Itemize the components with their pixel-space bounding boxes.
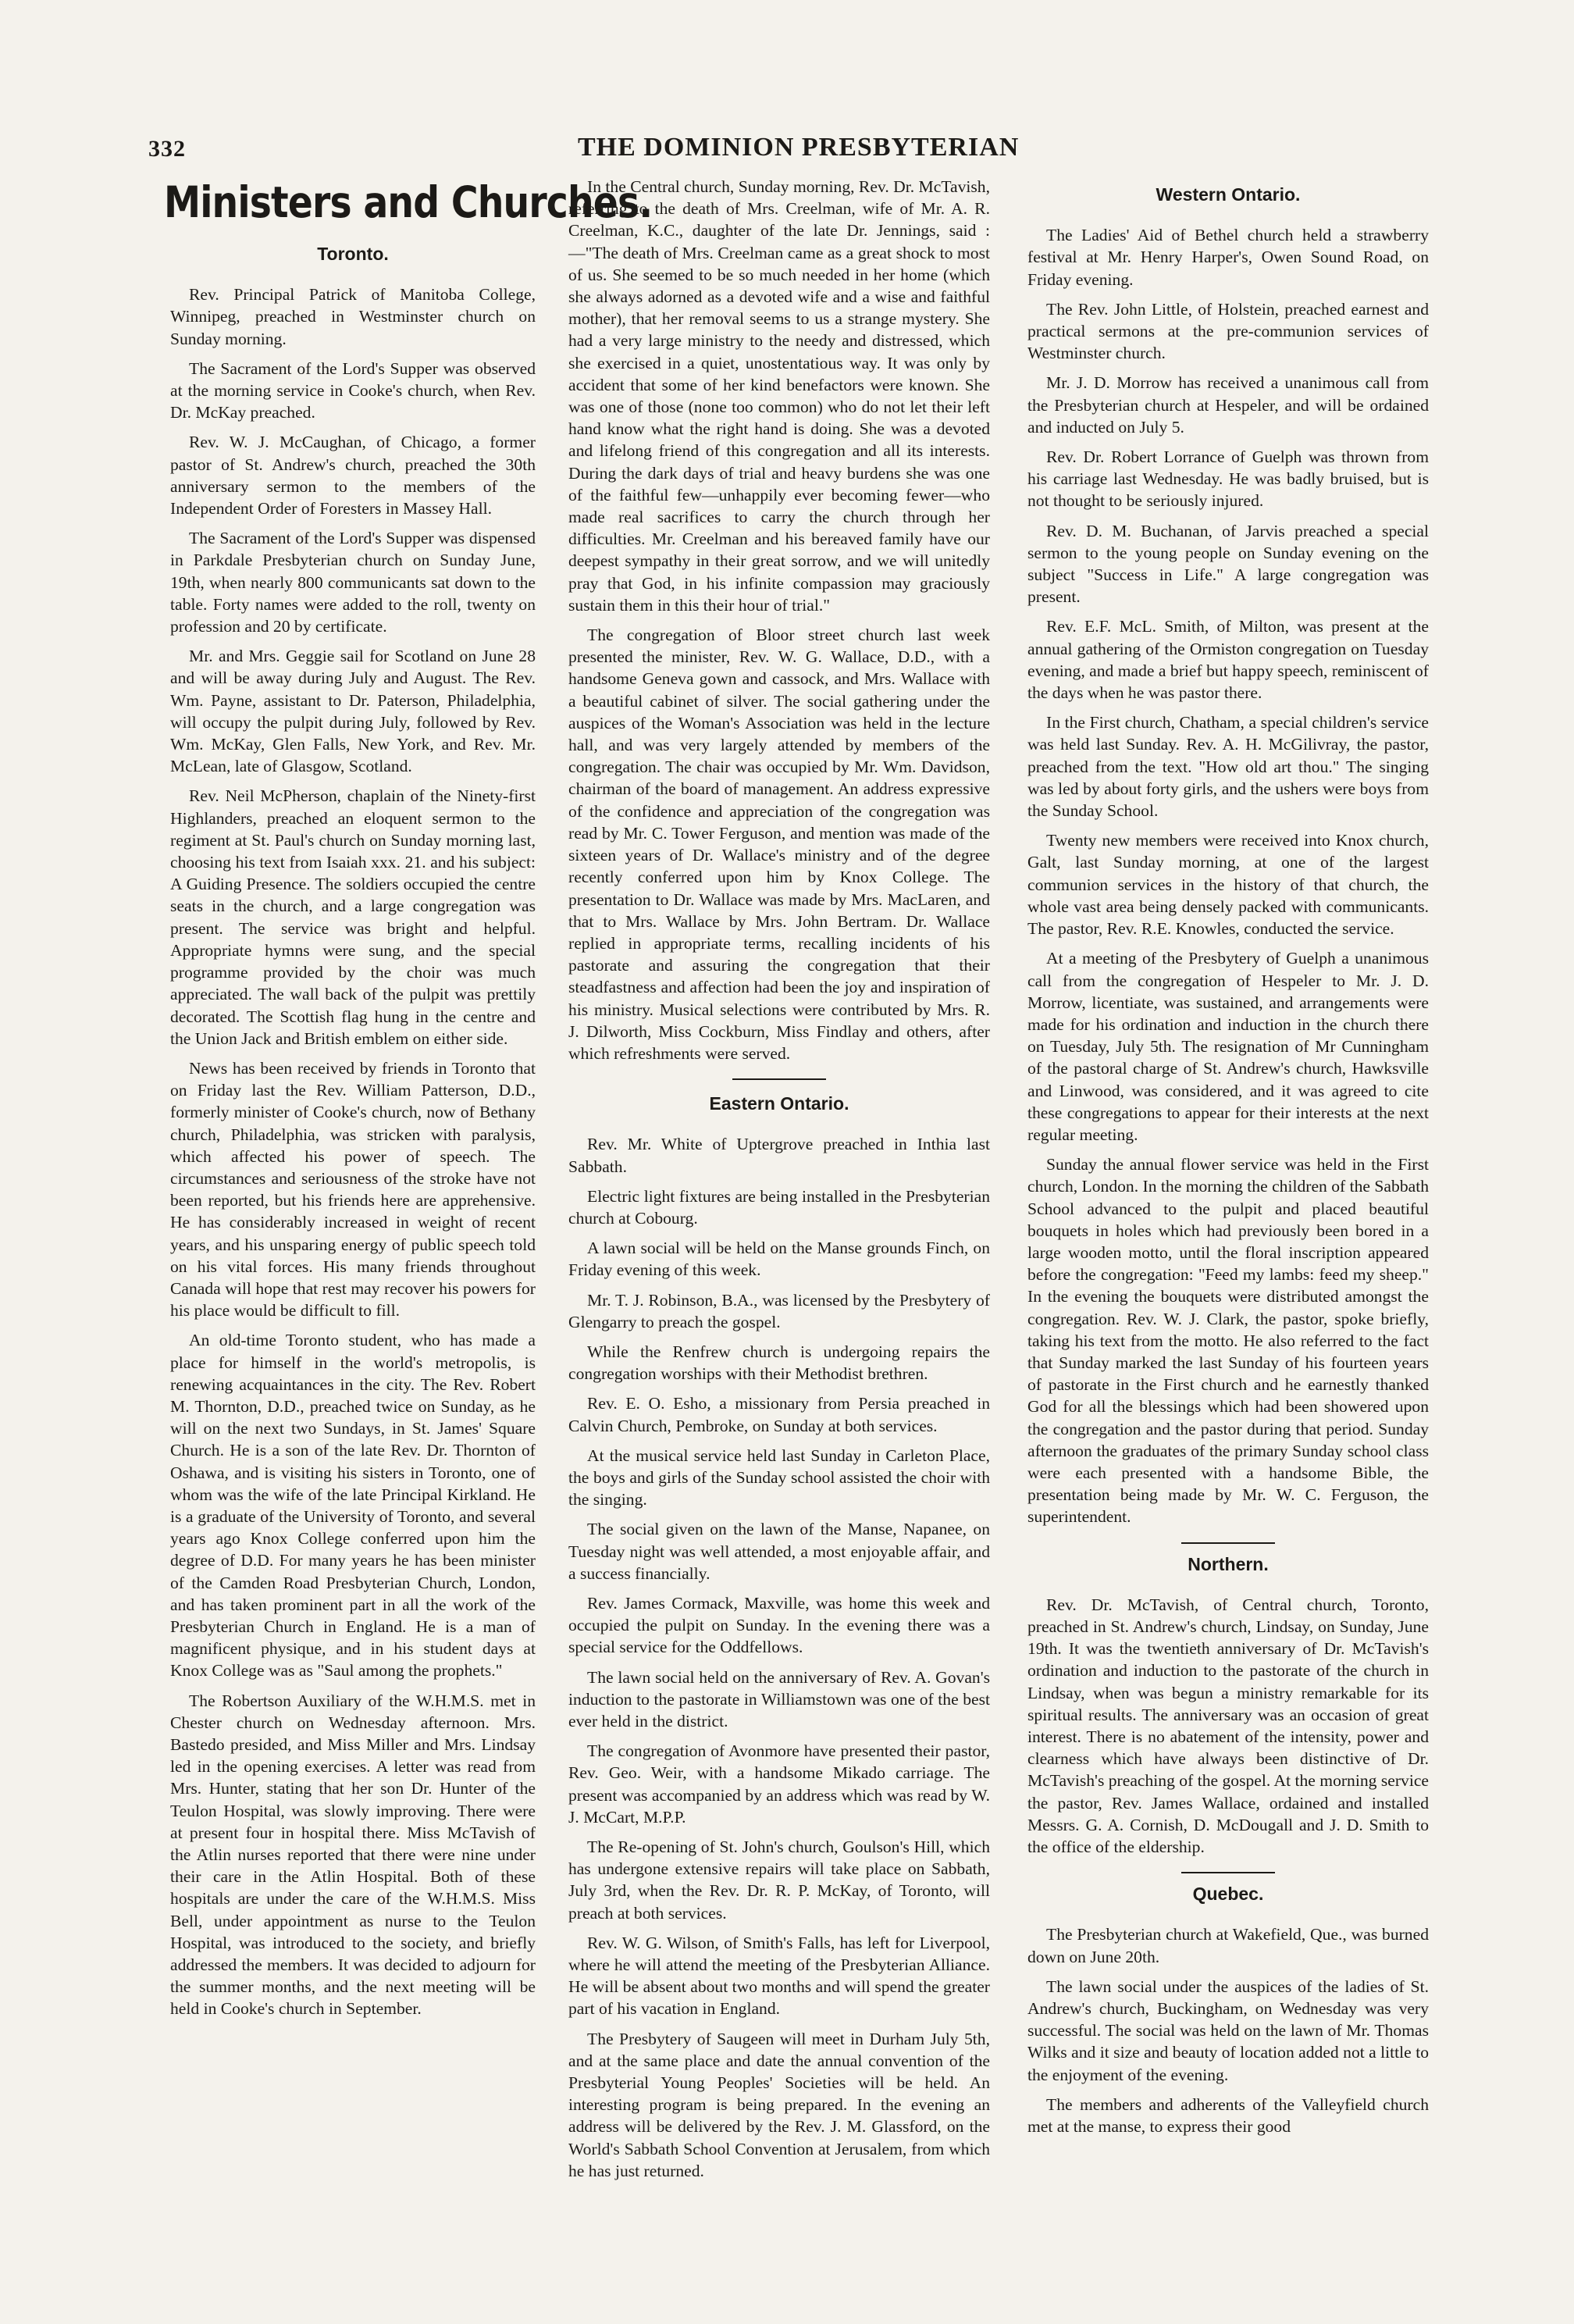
article-paragraph: Rev. James Cormack, Maxville, was home this week and occupied the pulpit on Sunday. In the evening there was a special service for the Oddfellows. [568, 1593, 990, 1657]
section-divider [1181, 1542, 1275, 1544]
article-paragraph: In the Central church, Sunday morning, Rev. Dr. McTavish, referring to the death of Mrs. Creelman, wife of Mr. A. R. Creelman, K.C., daughter of the late Dr. Jennings, said :—"The death of Mrs. Creelman came as a great shock to most of us. She seemed to be so much needed in her home (which she always adorned as a devoted wife and a wise and faithful mother), that her removal seems to us a strange mystery. She had a very large ministry to the needy and distressed, which she exercised in a quiet, unostentatious way. It was only by accident that some of her kind benefactors were known. She was one of those (none too common) who do not let their left hand know what the right hand is doing. She was a devoted and lifelong friend of this congregation and all its interests. During the dark days of trial and heavy burdens she was one of the faithful few—unhappily ever becoming fewer—who made real sacrifices to carry the church through her difficulties. Mr. Creelman and his bereaved family have our deepest sympathy in their great sorrow, and we will unitedly pray that God, in his infinite compassion may graciously sustain them in this their hour of trial." [568, 177, 990, 615]
article-paragraph: Twenty new members were received into Knox church, Galt, last Sunday morning, at one of the largest communion services in the history of that church, the whole vast area being densely packed with communicants. The pastor, Rev. R.E. Knowles, conducted the service. [1027, 831, 1429, 939]
article-paragraph: Rev. W. J. McCaughan, of Chicago, a former pastor of St. Andrew's church, preached the 30th anniversary sermon to the members of the Independent Order of Foresters in Massey Hall. [170, 433, 536, 519]
article-paragraph: The congregation of Bloor street church last week presented the minister, Rev. W. G. Wallace, D.D., with a handsome Geneva gown and cassock, and Mrs. Wallace with a beautiful cabinet of silver. The social gathering under the auspices of the Woman's Association was held in the lecture hall, and was very largely attended by members of the congregation. The chair was occupied by Mr. Wm. Davidson, chairman of the board of management. An address expressive of the confidence and appreciation of the congregation was read by Mr. C. Tower Ferguson, and mention was made of the sixteen years of Dr. Wallace's ministry and of the degree recently conferred upon him by Knox College. The presentation to Dr. Wallace was made by Mrs. MacLaren, and that to Mrs. Wallace by Mrs. John Bertram. Dr. Wallace replied in appropriate terms, recalling incidents of his pastorate and assuring the congregation that their steadfastness and affection had been the joy and inspiration of his ministry. Musical selections were contributed by Mrs. R. J. Dilworth, Miss Cockburn, Miss Findlay and others, after which refreshments were served. [568, 626, 990, 1063]
article-paragraph: At a meeting of the Presbytery of Guelph a unanimous call from the congregation of Hespeler to Mr. J. D. Morrow, licentiate, was sustained, and arrangements were made for his ordination and induction in the church there on Tuesday, July 5th. The resignation of Mr Cunningham of the pastoral charge of St. Andrew's church, Hawksville and Linwood, was considered, and it was agreed to cite these congregations to appear for their interests at the next regular meeting. [1027, 949, 1429, 1144]
page-number: 332 [148, 136, 186, 162]
article-paragraph: Mr. and Mrs. Geggie sail for Scotland on June 28 and will be away during July and August. The Rev. Wm. Payne, assistant to Dr. Paterson, Philadelphia, will occupy the pulpit during July, followed by Rev. Wm. McKay, Glen Falls, New York, and Rev. Mr. McLean, late of Glasgow, Scotland. [170, 647, 536, 776]
article-paragraph: Rev. Neil McPherson, chaplain of the Ninety-first Highlanders, preached an eloquent sermon to the regiment at St. Paul's church on Sunday morning last, choosing his text from Isaiah xxx. 21. and his subject: A Guiding Presence. The soldiers occupied the centre seats in the church, and a large congregation was present. The service was bright and helpful. Appropriate hymns were sung, and the special programme provided by the choir was much appreciated. The wall back of the pulpit was prettily decorated. The Scottish flag hung in the centre and the Union Jack and British emblem on either side. [170, 786, 536, 1048]
article-paragraph: Rev. D. M. Buchanan, of Jarvis preached a special sermon to the young people on Sunday evening on the subject "Success in Life." A large congregation was present. [1027, 521, 1429, 607]
running-title: THE DOMINION PRESBYTERIAN [578, 133, 1020, 162]
section-heading-toronto: Toronto. [317, 244, 389, 264]
article-paragraph: Rev. E.F. McL. Smith, of Milton, was present at the annual gathering of the Ormiston congregation on Tuesday evening, and made a brief but happy speech, reminiscent of the days when he was pastor there. [1027, 617, 1429, 703]
article-paragraph: At the musical service held last Sunday in Carleton Place, the boys and girls of the Sunday school assisted the choir with the singing. [568, 1445, 990, 1510]
section-heading-eastern-ontario: Eastern Ontario. [709, 1093, 849, 1114]
article-paragraph: Rev. W. G. Wilson, of Smith's Falls, has left for Liverpool, where he will attend the meeting of the Presbyterian Alliance. He will be absent about two months and will spend the greater part of his vacation in England. [568, 1933, 990, 2019]
article-paragraph: The Sacrament of the Lord's Supper was dispensed in Parkdale Presbyterian church on Sunday June, 19th, when nearly 800 communicants sat down to the table. Forty names were added to the roll, twenty on profession and 20 by certificate. [170, 529, 536, 636]
article-paragraph: A lawn social will be held on the Manse grounds Finch, on Friday evening of this week. [568, 1239, 990, 1280]
article-paragraph: The Sacrament of the Lord's Supper was observed at the morning service in Cooke's church, when Rev. Dr. McKay preached. [170, 358, 536, 422]
article-paragraph: While the Renfrew church is undergoing repairs the congregation worships with their Methodist brethren. [568, 1342, 990, 1384]
article-paragraph: The Re-opening of St. John's church, Goulson's Hill, which has undergone extensive repairs will take place on Sabbath, July 3rd, when the Rev. Dr. R. P. McKay, of Toronto, will preach at both services. [568, 1837, 990, 1923]
section-divider [732, 1078, 826, 1080]
article-paragraph: The Robertson Auxiliary of the W.H.M.S. met in Chester church on Wednesday afternoon. Mrs. Bastedo presided, and Miss Miller and Mrs. Lindsay led in the opening exercises. A letter was read from Mrs. Hunter, stating that her son Dr. Hunter of the Teulon Hospital, was slowly improving. There were at present four in hospital there. Miss McTavish of the Atlin nurses reported that there were nine under their care in the Atlin Hospital. Both of these hospitals are under the care of the W.H.M.S. Miss Bell, under appointment as nurse to the Teulon Hospital, was introduced to the society, and briefly addressed the members. It was decided to adjourn for the summer months, and the next meeting will be held in Cooke's church in September. [170, 1691, 536, 2019]
column-2 [568, 176, 990, 2190]
article-paragraph: An old-time Toronto student, who has made a place for himself in the world's metropolis, is renewing acquaintances in the city. The Rev. Robert M. Thornton, D.D., preached twice on Sunday, as he will on the next two Sundays, in St. James' Square Church. He is a son of the late Rev. Dr. Thornton of Oshawa, and is visiting his sisters in Toronto, one of whom was the wife of the late Principal Kirkland. He is a graduate of the University of Toronto, and several years ago Knox College conferred upon him the degree of D.D. For many years he has been minister of the Camden Road Presbyterian Church, London, and has taken prominent part in all the work of the Presbyterian Church in England. He is a man of magnificent physique, and in his student days at Knox College was as "Saul among the prophets." [170, 1331, 536, 1681]
article-paragraph: Rev. Principal Patrick of Manitoba College, Winnipeg, preached in Westminster church on Sunday morning. [170, 285, 536, 348]
article-paragraph: In the First church, Chatham, a special children's service was held last Sunday. Rev. A. H. McGilivray, the pastor, preached from the text. "How old art thou." The singing was led by about forty girls, and the ushers were boys from the Sunday School. [1027, 713, 1429, 821]
section-heading-quebec: Quebec. [1192, 1884, 1264, 1905]
article-paragraph: Rev. E. O. Esho, a missionary from Persia preached in Calvin Church, Pembroke, on Sunday at both services. [568, 1394, 990, 1435]
column-1 [164, 176, 653, 2028]
article-paragraph: The members and adherents of the Valleyfield church met at the manse, to express their good [1027, 2094, 1429, 2137]
article-paragraph: The Presbyterian church at Wakefield, Que., was burned down on June 20th. [1027, 1925, 1429, 1966]
article-paragraph: The Ladies' Aid of Bethel church held a strawberry festival at Mr. Henry Harper's, Owen Sound Road, on Friday evening. [1027, 226, 1429, 289]
article-paragraph: News has been received by friends in Toronto that on Friday last the Rev. William Patterson, D.D., formerly minister of Cooke's church, now of Bethany church, Philadelphia, was stricken with paralysis, which affected his power of speech. The circumstances and seriousness of the stroke have not been reported, but his friends here are apprehensive. He has considerably increased in weight of recent years, and his unsparing energy of public speech told on his vital forces. His many friends throughout Canada will hope that rest may recover his powers for his place would be difficult to fill. [170, 1058, 536, 1321]
article-paragraph: Rev. Mr. White of Uptergrove preached in Inthia last Sabbath. [568, 1135, 990, 1176]
article-paragraph: Rev. Dr. McTavish, of Central church, Toronto, preached in St. Andrew's church, Lindsay, on Sunday, June 19th. It was the twentieth anniversary of Dr. McTavish's ordination and induction to the pastorate of the church in Lindsay, when was begun a ministry remarkable for its spiritual results. The anniversary was an occasion of great interest. There is no abatement of the intensity, power and clearness which have always been distinctive of Dr. McTavish's preaching of the gospel. At the morning service the pastor, Rev. James Wallace, ordained and installed Messrs. G. A. Cornish, D. McDougall and J. D. Smith to the office of the eldership. [1027, 1595, 1429, 1857]
section-heading-western-ontario: Western Ontario. [1156, 184, 1301, 205]
section-divider [1181, 1872, 1275, 1873]
section-heading-northern: Northern. [1188, 1553, 1269, 1574]
article-paragraph: The Rev. John Little, of Holstein, preached earnest and practical sermons at the pre-communion services of Westminster church. [1027, 299, 1429, 363]
article-paragraph: Mr. J. D. Morrow has received a unanimous call from the Presbyterian church at Hespeler, and will be ordained and inducted on July 5. [1027, 373, 1429, 437]
article-paragraph: The lawn social held on the anniversary of Rev. A. Govan's induction to the pastorate in Williamstown was one of the best ever held in the district. [568, 1667, 990, 1731]
article-paragraph: Rev. Dr. Robert Lorrance of Guelph was thrown from his carriage last Wednesday. He was badly bruised, but is not thought to be seriously injured. [1027, 447, 1429, 511]
article-paragraph: Electric light fixtures are being installed in the Presbyterian church at Cobourg. [568, 1186, 990, 1228]
article-paragraph: The congregation of Avonmore have presented their pastor, Rev. Geo. Weir, with a handsome Mikado carriage. The present was accompanied by an address which was read by W. J. McCart, M.P.P. [568, 1741, 990, 1827]
article-paragraph: Mr. T. J. Robinson, B.A., was licensed by the Presbytery of Glengarry to preach the gospel. [568, 1290, 990, 1331]
article-paragraph: The lawn social under the auspices of the ladies of St. Andrew's church, Buckingham, on Wednesday was very successful. The social was held on the lawn of Mr. Thomas Wilks and it size and beauty of location added not a little to the enjoyment of the evening. [1027, 1976, 1429, 2084]
article-paragraph: The social given on the lawn of the Manse, Napanee, on Tuesday night was well attended, a most enjoyable affair, and a success financially. [568, 1520, 990, 1583]
column-3 [1027, 176, 1429, 2145]
article-paragraph: The Presbytery of Saugeen will meet in Durham July 5th, and at the same place and date the annual convention of the Presbyterial Young Peoples' Societies will be held. An interesting program is being prepared. In the evening an address will be delivered by the Rev. J. M. Glassford, on the World's Sabbath School Convention at Jerusalem, from which he has just returned. [568, 2029, 990, 2180]
article-paragraph: Sunday the annual flower service was held in the First church, London. In the morning the children of the Sabbath School advanced to the pulpit and placed beautiful bouquets in holes which had previously been bored in a large wooden motto, until the floral inscription appeared before the congregation: "Feed my lambs: feed my sheep." In the evening the bouquets were distributed amongst the congregation. Rev. W. J. Clark, the pastor, spoke briefly, taking his text from the motto. He also referred to the fact that Sunday marked the last Sunday of his fourteen years of pastorate in the First church and he earnestly thanked God for all the blessings which had been showered upon the congregation and the pastor during that period. Sunday afternoon the graduates of the primary Sunday school class were each presented with a handsome Bible, the presentation being made by Mr. W. C. Ferguson, the superintendent. [1027, 1155, 1429, 1527]
masthead-title: Ministers and Churches. [164, 177, 653, 227]
